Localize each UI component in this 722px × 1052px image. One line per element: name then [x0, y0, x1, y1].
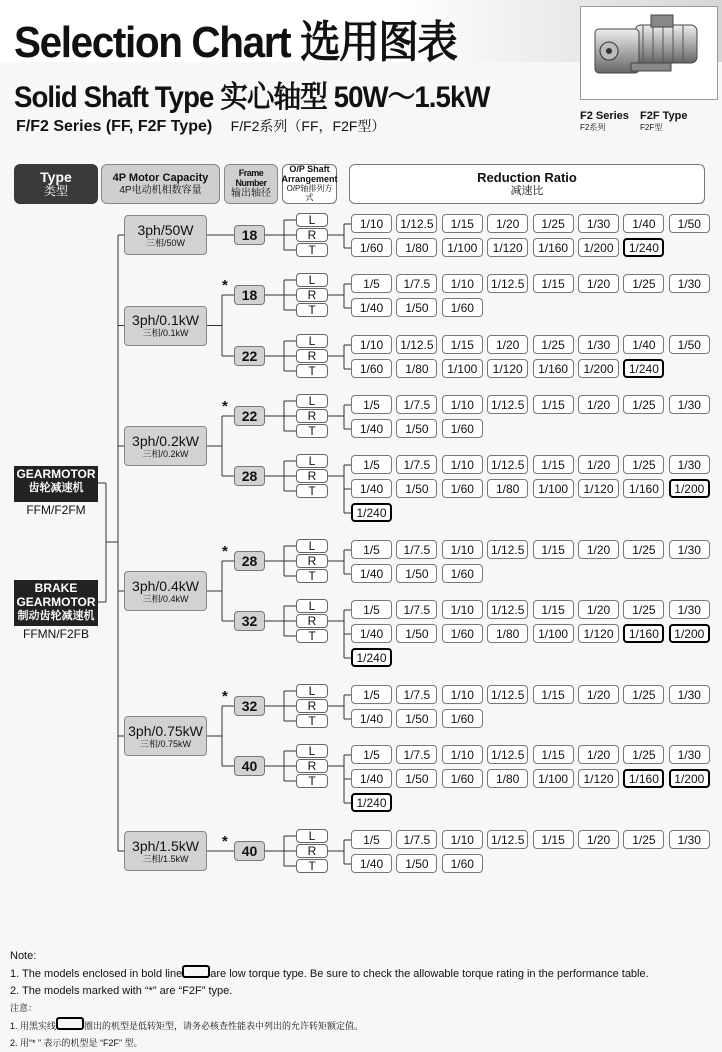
- capacity-box: [124, 571, 207, 611]
- reduction-ratio-cell: 1/10: [442, 274, 483, 293]
- shaft-r-box: R: [296, 228, 328, 242]
- reduction-ratio-cell: 1/240: [351, 503, 392, 522]
- reduction-ratio-cell: 1/160: [533, 359, 574, 378]
- capacity-en: 3ph/0.4kW: [132, 577, 199, 594]
- reduction-ratio-cell: 1/20: [487, 214, 528, 233]
- reduction-ratio-cell: 1/12.5: [396, 335, 437, 354]
- reduction-ratio-cell: 1/10: [442, 600, 483, 619]
- reduction-ratio-cell: 1/160: [623, 769, 664, 788]
- f2f-star-marker: *: [222, 398, 228, 415]
- reduction-ratio-cell: 1/12.5: [487, 830, 528, 849]
- reduction-ratio-cell: 1/7.5: [396, 395, 437, 414]
- frame-number-box: 28: [234, 551, 265, 571]
- reduction-ratio-cell: 1/15: [533, 274, 574, 293]
- shaft-l-box: L: [296, 684, 328, 698]
- reduction-ratio-cell: 1/240: [623, 359, 664, 378]
- type-brake-gearmotor: BRAKE GEARMOTOR 制动齿轮减速机: [14, 580, 98, 626]
- shaft-r-box: R: [296, 759, 328, 773]
- frame-number-box: 32: [234, 611, 265, 631]
- reduction-ratio-cell: 1/30: [669, 600, 710, 619]
- header-shaft: O/P Shaft Arrangement O/P轴排列方式: [282, 164, 337, 204]
- shaft-r-box: R: [296, 844, 328, 858]
- f2f-star-marker: *: [222, 543, 228, 560]
- header-capacity: 4P Motor Capacity 4P电动机相数容量: [101, 164, 220, 204]
- reduction-ratio-cell: 1/40: [351, 709, 392, 728]
- reduction-ratio-cell: 1/10: [442, 395, 483, 414]
- reduction-ratio-cell: 1/160: [623, 479, 664, 498]
- model-gearmotor: FFM/F2FM: [26, 503, 86, 517]
- reduction-ratio-cell: 1/80: [487, 769, 528, 788]
- reduction-ratio-cell: 1/200: [669, 624, 710, 643]
- reduction-ratio-cell: 1/120: [578, 479, 619, 498]
- shaft-r-box: R: [296, 349, 328, 363]
- reduction-ratio-cell: 1/30: [669, 830, 710, 849]
- reduction-ratio-cell: 1/20: [578, 455, 619, 474]
- reduction-ratio-cell: 1/30: [578, 214, 619, 233]
- reduction-ratio-cell: 1/50: [396, 419, 437, 438]
- capacity-box: [124, 716, 207, 756]
- reduction-ratio-cell: 1/200: [578, 238, 619, 257]
- notes: [10, 948, 715, 1052]
- page-title: Selection Chart 选用图表: [14, 18, 457, 67]
- shaft-l-box: L: [296, 599, 328, 613]
- shaft-l-box: L: [296, 273, 328, 287]
- capacity-en: 3ph/0.1kW: [132, 312, 199, 329]
- shaft-t-box: T: [296, 243, 328, 257]
- reduction-ratio-cell: 1/40: [623, 214, 664, 233]
- reduction-ratio-cell: 1/80: [487, 479, 528, 498]
- capacity-box: [124, 426, 207, 466]
- shaft-l-box: L: [296, 454, 328, 468]
- reduction-ratio-cell: 1/12.5: [487, 395, 528, 414]
- reduction-ratio-cell: 1/12.5: [487, 540, 528, 559]
- capacity-box: [124, 831, 207, 871]
- capacity-en: 3ph/1.5kW: [132, 837, 199, 854]
- reduction-ratio-cell: 1/120: [487, 238, 528, 257]
- reduction-ratio-cell: 1/100: [533, 769, 574, 788]
- bold-box-symbol: [182, 965, 210, 978]
- capacity-cn: 三相/0.1kW: [142, 328, 189, 339]
- reduction-ratio-cell: 1/10: [442, 685, 483, 704]
- shaft-r-box: R: [296, 699, 328, 713]
- series-cn: F/F2系列（FF，F2F型）: [230, 118, 386, 134]
- reduction-ratio-cell: 1/20: [578, 830, 619, 849]
- reduction-ratio-cell: 1/50: [669, 214, 710, 233]
- shaft-t-box: T: [296, 714, 328, 728]
- shaft-r-box: R: [296, 614, 328, 628]
- reduction-ratio-cell: 1/80: [396, 238, 437, 257]
- reduction-ratio-cell: 1/30: [669, 274, 710, 293]
- reduction-ratio-cell: 1/5: [351, 540, 392, 559]
- frame-number-box: 40: [234, 756, 265, 776]
- shaft-l-box: L: [296, 539, 328, 553]
- reduction-ratio-cell: 1/10: [351, 335, 392, 354]
- reduction-ratio-cell: 1/15: [533, 830, 574, 849]
- reduction-ratio-cell: 1/60: [442, 298, 483, 317]
- reduction-ratio-cell: 1/50: [396, 298, 437, 317]
- reduction-ratio-cell: 1/40: [351, 624, 392, 643]
- capacity-cn: 三相/1.5kW: [142, 853, 189, 864]
- reduction-ratio-cell: 1/25: [623, 830, 664, 849]
- reduction-ratio-cell: 1/50: [396, 479, 437, 498]
- reduction-ratio-cell: 1/40: [351, 854, 392, 873]
- reduction-ratio-cell: 1/40: [351, 419, 392, 438]
- reduction-ratio-cell: 1/60: [351, 238, 392, 257]
- reduction-ratio-cell: 1/20: [578, 685, 619, 704]
- reduction-ratio-cell: 1/160: [623, 624, 664, 643]
- reduction-ratio-cell: 1/40: [351, 769, 392, 788]
- reduction-ratio-cell: 1/7.5: [396, 540, 437, 559]
- reduction-ratio-cell: 1/25: [623, 395, 664, 414]
- reduction-ratio-cell: 1/10: [442, 830, 483, 849]
- reduction-ratio-cell: 1/40: [623, 335, 664, 354]
- shaft-l-box: L: [296, 334, 328, 348]
- shaft-r-box: R: [296, 469, 328, 483]
- frame-number-box: 22: [234, 406, 265, 426]
- reduction-ratio-cell: 1/40: [351, 479, 392, 498]
- header-ratio: Reduction Ratio 减速比: [349, 164, 705, 204]
- reduction-ratio-cell: 1/12.5: [487, 455, 528, 474]
- reduction-ratio-cell: 1/15: [533, 685, 574, 704]
- reduction-ratio-cell: 1/7.5: [396, 830, 437, 849]
- reduction-ratio-cell: 1/30: [669, 455, 710, 474]
- capacity-cn: 三相/0.4kW: [142, 593, 189, 604]
- reduction-ratio-cell: 1/15: [533, 540, 574, 559]
- note-2: 2. The models marked with “*” are “F2F” type.: [10, 985, 233, 997]
- reduction-ratio-cell: 1/5: [351, 274, 392, 293]
- capacity-en: 3ph/50W: [137, 221, 194, 238]
- reduction-ratio-cell: 1/12.5: [487, 600, 528, 619]
- reduction-ratio-cell: 1/25: [623, 455, 664, 474]
- caption-f2f-type: F2F Type F2F型: [640, 110, 688, 132]
- reduction-ratio-cell: 1/25: [623, 600, 664, 619]
- reduction-ratio-cell: 1/20: [578, 540, 619, 559]
- reduction-ratio-cell: 1/10: [442, 745, 483, 764]
- shaft-l-box: L: [296, 744, 328, 758]
- reduction-ratio-cell: 1/25: [533, 214, 574, 233]
- reduction-ratio-cell: 1/60: [442, 854, 483, 873]
- reduction-ratio-cell: 1/30: [669, 745, 710, 764]
- shaft-r-box: R: [296, 288, 328, 302]
- reduction-ratio-cell: 1/160: [533, 238, 574, 257]
- shaft-l-box: L: [296, 829, 328, 843]
- reduction-ratio-cell: 1/10: [351, 214, 392, 233]
- frame-number-box: 22: [234, 346, 265, 366]
- reduction-ratio-cell: 1/5: [351, 395, 392, 414]
- note-1: 1. The models enclosed in bold line are low torque type. Be sure to check the allowable torque rating in the performance table.: [10, 965, 715, 983]
- reduction-ratio-cell: 1/25: [623, 274, 664, 293]
- reduction-ratio-cell: 1/200: [578, 359, 619, 378]
- note-heading: Note:: [10, 950, 37, 962]
- reduction-ratio-cell: 1/200: [669, 769, 710, 788]
- reduction-ratio-cell: 1/5: [351, 745, 392, 764]
- reduction-ratio-cell: 1/40: [351, 564, 392, 583]
- reduction-ratio-cell: 1/100: [533, 479, 574, 498]
- reduction-ratio-cell: 1/12.5: [487, 745, 528, 764]
- reduction-ratio-cell: 1/60: [442, 419, 483, 438]
- note-2-cn: 2. 用“* ” 表示的机型是 “F2F” 型。: [10, 1038, 143, 1048]
- reduction-ratio-cell: 1/100: [442, 359, 483, 378]
- frame-number-box: 32: [234, 696, 265, 716]
- type-gearmotor: GEARMOTOR 齿轮减速机: [14, 466, 98, 502]
- reduction-ratio-cell: 1/20: [578, 600, 619, 619]
- capacity-box: [124, 215, 207, 255]
- reduction-ratio-cell: 1/5: [351, 685, 392, 704]
- reduction-ratio-cell: 1/20: [487, 335, 528, 354]
- bold-box-symbol-cn: [56, 1017, 84, 1030]
- page-subtitle: Solid Shaft Type 实心轴型 50W～1.5kW: [14, 81, 490, 114]
- reduction-ratio-cell: 1/15: [442, 214, 483, 233]
- reduction-ratio-cell: 1/25: [623, 745, 664, 764]
- frame-number-box: 40: [234, 841, 265, 861]
- reduction-ratio-cell: 1/15: [533, 395, 574, 414]
- f2f-star-marker: *: [222, 833, 228, 850]
- model-brake-gearmotor: FFMN/F2FB: [23, 627, 89, 641]
- header-type: Type 类型: [14, 164, 98, 204]
- reduction-ratio-cell: 1/15: [442, 335, 483, 354]
- reduction-ratio-cell: 1/30: [669, 395, 710, 414]
- reduction-ratio-cell: 1/60: [442, 479, 483, 498]
- reduction-ratio-cell: 1/50: [396, 854, 437, 873]
- reduction-ratio-cell: 1/100: [533, 624, 574, 643]
- frame-number-box: 18: [234, 225, 265, 245]
- capacity-en: 3ph/0.75kW: [128, 722, 203, 739]
- shaft-t-box: T: [296, 629, 328, 643]
- caption-f2-series: F2 Series F2系列: [580, 110, 629, 132]
- reduction-ratio-cell: 1/60: [442, 624, 483, 643]
- shaft-t-box: T: [296, 424, 328, 438]
- shaft-t-box: T: [296, 859, 328, 873]
- capacity-box: [124, 306, 207, 346]
- reduction-ratio-cell: 1/30: [578, 335, 619, 354]
- reduction-ratio-cell: 1/240: [351, 648, 392, 667]
- note-1-cn: 1. 用黑实线 圈出的机型是低转矩型，请务必核查性能表中列出的允许转矩额定值。: [10, 1017, 715, 1035]
- reduction-ratio-cell: 1/30: [669, 540, 710, 559]
- shaft-t-box: T: [296, 303, 328, 317]
- capacity-cn: 三相/0.75kW: [139, 738, 191, 749]
- reduction-ratio-cell: 1/15: [533, 455, 574, 474]
- reduction-ratio-cell: 1/60: [442, 769, 483, 788]
- reduction-ratio-cell: 1/240: [351, 793, 392, 812]
- header-frame: Frame Number 输出轴径: [224, 164, 278, 204]
- reduction-ratio-cell: 1/60: [351, 359, 392, 378]
- shaft-t-box: T: [296, 364, 328, 378]
- reduction-ratio-cell: 1/5: [351, 830, 392, 849]
- reduction-ratio-cell: 1/50: [396, 709, 437, 728]
- reduction-ratio-cell: 1/50: [396, 624, 437, 643]
- note-heading-cn: 注意：: [10, 1003, 38, 1013]
- reduction-ratio-cell: 1/60: [442, 709, 483, 728]
- reduction-ratio-cell: 1/15: [533, 600, 574, 619]
- reduction-ratio-cell: 1/80: [487, 624, 528, 643]
- reduction-ratio-cell: 1/30: [669, 685, 710, 704]
- reduction-ratio-cell: 1/50: [396, 769, 437, 788]
- reduction-ratio-cell: 1/50: [396, 564, 437, 583]
- reduction-ratio-cell: 1/120: [487, 359, 528, 378]
- reduction-ratio-cell: 1/7.5: [396, 455, 437, 474]
- reduction-ratio-cell: 1/5: [351, 600, 392, 619]
- frame-number-box: 28: [234, 466, 265, 486]
- capacity-en: 3ph/0.2kW: [132, 432, 199, 449]
- shaft-t-box: T: [296, 484, 328, 498]
- reduction-ratio-cell: 1/240: [623, 238, 664, 257]
- reduction-ratio-cell: 1/20: [578, 274, 619, 293]
- reduction-ratio-cell: 1/60: [442, 564, 483, 583]
- reduction-ratio-cell: 1/200: [669, 479, 710, 498]
- capacity-cn: 三相/50W: [145, 237, 185, 248]
- reduction-ratio-cell: 1/80: [396, 359, 437, 378]
- f2f-star-marker: *: [222, 688, 228, 705]
- reduction-ratio-cell: 1/12.5: [487, 685, 528, 704]
- frame-number-box: 18: [234, 285, 265, 305]
- reduction-ratio-cell: 1/25: [623, 540, 664, 559]
- reduction-ratio-cell: 1/7.5: [396, 600, 437, 619]
- shaft-l-box: L: [296, 394, 328, 408]
- reduction-ratio-cell: 1/10: [442, 540, 483, 559]
- shaft-t-box: T: [296, 774, 328, 788]
- reduction-ratio-cell: 1/40: [351, 298, 392, 317]
- reduction-ratio-cell: 1/10: [442, 455, 483, 474]
- reduction-ratio-cell: 1/25: [623, 685, 664, 704]
- capacity-cn: 三相/0.2kW: [142, 448, 189, 459]
- reduction-ratio-cell: 1/12.5: [487, 274, 528, 293]
- shaft-r-box: R: [296, 554, 328, 568]
- f2f-star-marker: *: [222, 277, 228, 294]
- shaft-t-box: T: [296, 569, 328, 583]
- reduction-ratio-cell: 1/7.5: [396, 274, 437, 293]
- reduction-ratio-cell: 1/120: [578, 624, 619, 643]
- reduction-ratio-cell: 1/7.5: [396, 745, 437, 764]
- reduction-ratio-cell: 1/20: [578, 745, 619, 764]
- reduction-ratio-cell: 1/12.5: [396, 214, 437, 233]
- reduction-ratio-cell: 1/120: [578, 769, 619, 788]
- reduction-ratio-cell: 1/50: [669, 335, 710, 354]
- reduction-ratio-cell: 1/7.5: [396, 685, 437, 704]
- reduction-ratio-cell: 1/20: [578, 395, 619, 414]
- reduction-ratio-cell: 1/100: [442, 238, 483, 257]
- reduction-ratio-cell: 1/15: [533, 745, 574, 764]
- reduction-ratio-cell: 1/25: [533, 335, 574, 354]
- series-en: F/F2 Series (FF, F2F Type): [16, 118, 213, 135]
- shaft-l-box: L: [296, 213, 328, 227]
- reduction-ratio-cell: 1/5: [351, 455, 392, 474]
- shaft-r-box: R: [296, 409, 328, 423]
